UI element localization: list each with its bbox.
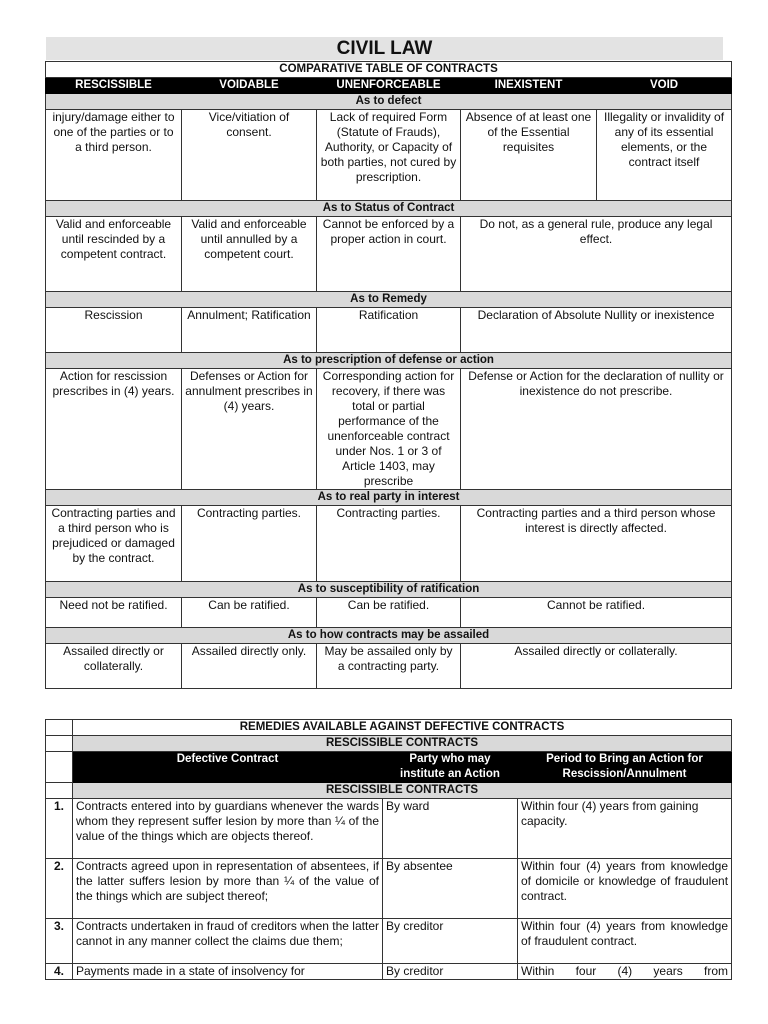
table-cell: Assailed directly only. bbox=[182, 644, 317, 689]
empty-cell bbox=[46, 752, 73, 783]
table-row bbox=[46, 859, 732, 919]
section-heading: RESCISSIBLE CONTRACTS bbox=[73, 783, 732, 799]
table-cell: Cannot be enforced by a proper action in court. bbox=[317, 217, 461, 292]
table-cell: Cannot be ratified. bbox=[461, 598, 732, 628]
section-heading: As to Status of Contract bbox=[46, 201, 732, 217]
section-heading: As to real party in interest bbox=[46, 490, 732, 506]
table-cell: Illegality or invalidity of any of its essential elements, or the contract itself bbox=[597, 110, 732, 201]
column-header: RESCISSIBLE bbox=[46, 78, 182, 94]
page-title: CIVIL LAW bbox=[46, 37, 723, 60]
table-cell: Vice/vitiation of consent. bbox=[182, 110, 317, 201]
table-cell: Valid and enforceable until rescinded by a competent contract. bbox=[46, 217, 182, 292]
table-cell: injury/damage either to one of the parties or to a third person. bbox=[46, 110, 182, 201]
row-number: 1. bbox=[46, 799, 73, 859]
comparative-table bbox=[45, 61, 732, 689]
comparative-table-caption: COMPARATIVE TABLE OF CONTRACTS bbox=[46, 62, 732, 78]
table-cell: Payments made in a state of insolvency for bbox=[73, 964, 383, 980]
table-cell: Rescission bbox=[46, 308, 182, 353]
table-cell: By creditor bbox=[383, 964, 518, 980]
table-cell: Can be ratified. bbox=[317, 598, 461, 628]
table-cell: Within four (4) years from gaining capacity. bbox=[518, 799, 732, 859]
table-cell: Lack of required Form (Statute of Frauds), Authority, or Capacity of both parties, not cured by prescription. bbox=[317, 110, 461, 201]
empty-cell bbox=[46, 720, 73, 736]
table-cell: Within four (4) years from knowledge of fraudulent contract. bbox=[518, 919, 732, 964]
section-heading: As to how contracts may be assailed bbox=[46, 628, 732, 644]
table-cell: Action for rescission prescribes in (4) years. bbox=[46, 369, 182, 490]
table-cell: May be assailed only by a contracting party. bbox=[317, 644, 461, 689]
table-cell: Assailed directly or collaterally. bbox=[461, 644, 732, 689]
table-cell: Contracting parties and a third person whose interest is directly affected. bbox=[461, 506, 732, 582]
column-header: VOID bbox=[597, 78, 732, 94]
table-cell: Contracting parties. bbox=[317, 506, 461, 582]
empty-cell bbox=[46, 783, 73, 799]
remedies-table-caption: REMEDIES AVAILABLE AGAINST DEFECTIVE CONTRACTS bbox=[73, 720, 732, 736]
table-cell: Within four (4) years from bbox=[518, 964, 732, 980]
section-heading: As to defect bbox=[46, 94, 732, 110]
row-number: 4. bbox=[46, 964, 73, 980]
table-cell: Absence of at least one of the Essential requisites bbox=[461, 110, 597, 201]
column-header: UNENFORCEABLE bbox=[317, 78, 461, 94]
table-cell: Contracting parties and a third person who is prejudiced or damaged by the contract. bbox=[46, 506, 182, 582]
table-cell: Corresponding action for recovery, if there was total or partial performance of the unenforceable contract under Nos. 1 or 3 of Article 1403, may prescribe bbox=[317, 369, 461, 490]
table-cell: Declaration of Absolute Nullity or inexistence bbox=[461, 308, 732, 353]
section-heading: As to susceptibility of ratification bbox=[46, 582, 732, 598]
row-number: 3. bbox=[46, 919, 73, 964]
table-cell: By absentee bbox=[383, 859, 518, 919]
table-cell: Valid and enforceable until annulled by a competent court. bbox=[182, 217, 317, 292]
table-row bbox=[46, 964, 732, 980]
column-header: Party who may institute an Action bbox=[383, 752, 518, 783]
table-cell: Defenses or Action for annulment prescribes in (4) years. bbox=[182, 369, 317, 490]
table-cell: Contracts entered into by guardians whenever the wards whom they represent suffer lesion by more than ¼ of the value of the things which are objects thereof. bbox=[73, 799, 383, 859]
column-header: Defective Contract bbox=[73, 752, 383, 783]
table-row bbox=[46, 799, 732, 859]
column-header: INEXISTENT bbox=[461, 78, 597, 94]
table-cell: Annulment; Ratification bbox=[182, 308, 317, 353]
table-cell: Do not, as a general rule, produce any legal effect. bbox=[461, 217, 732, 292]
table-cell: By creditor bbox=[383, 919, 518, 964]
table-cell: Need not be ratified. bbox=[46, 598, 182, 628]
table-cell: Within four (4) years from knowledge of domicile or knowledge of fraudulent contract. bbox=[518, 859, 732, 919]
column-header: Period to Bring an Action for Rescission/Annulment bbox=[518, 752, 732, 783]
section-heading: As to prescription of defense or action bbox=[46, 353, 732, 369]
remedies-table bbox=[45, 719, 732, 980]
table-cell: Contracts agreed upon in representation of absentees, if the latter suffers lesion by more than ¼ of the value of the things which are subject thereof; bbox=[73, 859, 383, 919]
table-cell: Assailed directly or collaterally. bbox=[46, 644, 182, 689]
section-heading: As to Remedy bbox=[46, 292, 732, 308]
empty-cell bbox=[46, 736, 73, 752]
table-row bbox=[46, 919, 732, 964]
row-number: 2. bbox=[46, 859, 73, 919]
table-cell: Contracting parties. bbox=[182, 506, 317, 582]
table-cell: Contracts undertaken in fraud of creditors when the latter cannot in any manner collect the claims due them; bbox=[73, 919, 383, 964]
remedies-subcaption: RESCISSIBLE CONTRACTS bbox=[73, 736, 732, 752]
table-cell: Can be ratified. bbox=[182, 598, 317, 628]
table-cell: By ward bbox=[383, 799, 518, 859]
table-cell: Defense or Action for the declaration of nullity or inexistence do not prescribe. bbox=[461, 369, 732, 490]
table-cell: Ratification bbox=[317, 308, 461, 353]
column-header: VOIDABLE bbox=[182, 78, 317, 94]
